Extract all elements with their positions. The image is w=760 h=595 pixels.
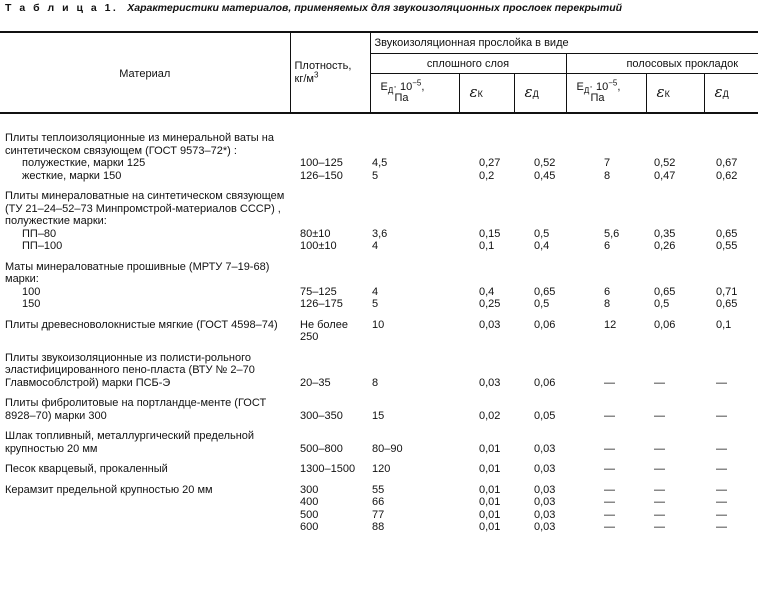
row-material: ПП–100 — [22, 240, 63, 252]
table-row — [0, 228, 758, 241]
cell-strip-0: — — [604, 442, 615, 455]
ed-unit: Па — [394, 92, 409, 104]
cell-strip-0: — — [604, 521, 615, 533]
cell-strip-2: 0,1 — [716, 318, 732, 331]
row-density: 400 — [300, 496, 319, 508]
gap-cell — [0, 344, 758, 352]
epsilon-subscript: К — [664, 88, 670, 99]
cell-solid-2: 0,45 — [534, 169, 556, 182]
cell-strip-2: — — [716, 409, 727, 422]
table-row — [0, 463, 758, 476]
cell-strip-1: — — [654, 508, 665, 521]
cell-solid-0: 15 — [372, 409, 385, 422]
cell-strip-2: 0,65 — [716, 227, 738, 240]
header-group: Звукоизоляционная прослойка в виде — [370, 32, 758, 54]
cell-strip-0: 6 — [604, 240, 611, 252]
row-gap — [0, 253, 758, 261]
epsilon-subscript: Д — [532, 88, 539, 99]
empty-cell — [646, 261, 704, 286]
table-row — [0, 509, 758, 522]
header-solid-ek — [459, 74, 514, 114]
row-density: 126–150 — [300, 169, 343, 182]
cell-solid-0: 77 — [372, 508, 385, 521]
cell-strip-1: — — [654, 409, 665, 422]
empty-cell — [514, 261, 566, 286]
cell-strip-1: — — [654, 463, 665, 475]
epsilon-subscript: Д — [722, 88, 729, 99]
group-title: Плиты теплоизоляционные из минеральной ваты на синтетическом связующем (ГОСТ 9573–72*) : — [5, 132, 274, 157]
row-material: 100 — [22, 285, 41, 298]
empty-cell — [514, 132, 566, 157]
group-title: Плиты минераловатные на синтетическом связующем (ТУ 21–24–52–73 Минпромстрой-материалов СССР) , полужесткие марки: — [5, 190, 285, 227]
cell-solid-0: 66 — [372, 496, 385, 508]
cell-strip-2: 0,62 — [716, 169, 738, 182]
cell-strip-2: — — [716, 376, 727, 389]
ed-letter: E — [576, 81, 584, 93]
cell-solid-2: 0,03 — [534, 463, 556, 475]
cell-strip-1: — — [654, 496, 665, 508]
cell-solid-0: 3,6 — [372, 227, 388, 240]
cell-solid-1: 0,01 — [479, 442, 501, 455]
empty-cell — [370, 190, 459, 228]
cell-strip-0: — — [604, 496, 615, 508]
cell-solid-1: 0,15 — [479, 227, 501, 240]
empty-cell — [646, 132, 704, 157]
table-row — [0, 240, 758, 253]
cell-strip-2: 0,55 — [716, 240, 738, 252]
gap-cell — [0, 182, 758, 190]
row-gap — [0, 389, 758, 397]
cell-strip-0: — — [604, 376, 615, 389]
ed-symbol — [576, 78, 621, 104]
table-row — [0, 319, 758, 344]
empty-cell — [370, 261, 459, 286]
row-gap — [0, 455, 758, 463]
empty-cell — [0, 521, 290, 534]
cell-strip-1: 0,65 — [654, 285, 676, 298]
cell-solid-0: 4 — [372, 240, 379, 252]
cell-strip-0: — — [604, 409, 615, 422]
row-density: 100±10 — [300, 240, 337, 252]
ed-subscript: Д — [583, 86, 590, 96]
empty-cell — [459, 132, 514, 157]
cell-strip-0: 8 — [604, 298, 611, 310]
cell-strip-1: 0,26 — [654, 240, 676, 252]
empty-cell — [459, 261, 514, 286]
materials-table — [0, 31, 758, 534]
table-row — [0, 170, 758, 183]
cell-solid-2: 0,03 — [534, 508, 556, 521]
cell-solid-2: 0,03 — [534, 442, 556, 455]
table-row — [0, 157, 758, 170]
cell-strip-2: — — [716, 496, 727, 508]
cell-solid-1: 0,1 — [479, 240, 495, 252]
row-density: 20–35 — [300, 376, 331, 389]
row-density: 126–175 — [300, 298, 343, 310]
gap-cell — [0, 311, 758, 319]
cell-strip-2: — — [716, 521, 727, 533]
cell-solid-0: 80–90 — [372, 442, 403, 455]
header-solid-layer: сплошного слоя — [370, 54, 566, 74]
cell-solid-0: 8 — [372, 376, 379, 389]
cell-solid-2: 0,05 — [534, 409, 556, 422]
cell-strip-1: 0,47 — [654, 169, 676, 182]
row-gap — [0, 344, 758, 352]
header-solid-ed — [370, 74, 459, 114]
group-title: Песок кварцевый, прокаленный — [5, 463, 168, 475]
cell-solid-1: 0,02 — [479, 409, 501, 422]
cell-solid-2: 0,5 — [534, 227, 550, 240]
table-row — [0, 298, 758, 311]
cell-solid-0: 4 — [372, 285, 379, 298]
cell-solid-2: 0,4 — [534, 240, 550, 252]
ed-unit: Па — [590, 92, 605, 104]
ed-exponent: −5 — [412, 78, 422, 88]
cell-strip-0: — — [604, 483, 615, 496]
table-caption: Характеристики материалов, применяемых для звукоизоляционных прослоек перекрытий — [127, 2, 623, 14]
ed-exponent: −5 — [608, 78, 618, 88]
header-strip-ek — [646, 74, 704, 114]
empty-cell — [290, 190, 370, 228]
cell-solid-1: 0,27 — [479, 157, 501, 169]
ed-multiplier: · 10 — [393, 81, 413, 93]
table-row — [0, 286, 758, 299]
header-density-unit: кг/м — [294, 72, 314, 85]
header-strip-eps-d — [704, 74, 758, 114]
row-gap — [0, 182, 758, 190]
cell-solid-2: 0,5 — [534, 298, 550, 310]
cell-solid-1: 0,01 — [479, 463, 501, 475]
ed-subscript: Д — [387, 86, 394, 96]
cell-solid-2: 0,03 — [534, 483, 556, 496]
cell-strip-0: — — [604, 508, 615, 521]
table-row — [0, 397, 758, 422]
row-density: 1300–1500 — [300, 463, 356, 475]
cell-solid-1: 0,01 — [479, 483, 501, 496]
header-solid-eps-d — [514, 74, 566, 114]
gap-cell — [0, 113, 758, 132]
header-density-label: Плотность, — [294, 59, 352, 72]
cell-solid-1: 0,4 — [479, 285, 495, 298]
empty-cell — [566, 190, 646, 228]
cell-solid-1: 0,2 — [479, 169, 495, 182]
cell-solid-1: 0,01 — [479, 521, 501, 533]
header-material: Материал — [0, 32, 290, 113]
empty-cell — [704, 261, 758, 286]
row-density: 300–350 — [300, 409, 343, 422]
cell-strip-2: 0,71 — [716, 285, 738, 298]
epsilon-symbol: ε — [524, 82, 533, 101]
cell-strip-2: 0,65 — [716, 298, 738, 310]
row-density: 75–125 — [300, 285, 337, 298]
gap-cell — [0, 476, 758, 484]
epsilon-symbol: ε — [714, 82, 723, 101]
density-line-1: Не более — [300, 318, 348, 331]
row-gap — [0, 113, 758, 132]
cell-solid-0: 4,5 — [372, 157, 388, 169]
empty-cell — [514, 190, 566, 228]
cell-strip-0: — — [604, 463, 615, 475]
group-title-row — [0, 190, 758, 228]
row-material: полужесткие, марки 125 — [22, 157, 146, 169]
ed-numerator: $E_Д\cdot 10^{-5}$, — [576, 78, 621, 96]
empty-cell — [0, 496, 290, 509]
cell-strip-2: — — [716, 442, 727, 455]
cell-strip-0: 7 — [604, 157, 611, 169]
header-strip-ed — [566, 74, 646, 114]
row-density: 80±10 — [300, 227, 331, 240]
row-material: жесткие, марки 150 — [22, 169, 122, 182]
group-title: Шлак топливный, металлургический предельной крупностью 20 мм — [5, 430, 255, 455]
cell-strip-0: 6 — [604, 285, 611, 298]
table-number: Т а б л и ц а 1. — [5, 2, 119, 14]
cell-solid-1: 0,01 — [479, 508, 501, 521]
cell-solid-0: 5 — [372, 298, 379, 310]
cell-strip-1: — — [654, 483, 665, 496]
group-title: Плиты фибролитовые на портландце-менте (ГОСТ 8928–70) марки 300 — [5, 397, 267, 422]
ed-letter: E — [380, 81, 388, 93]
empty-cell — [704, 132, 758, 157]
empty-cell — [290, 132, 370, 157]
density-line-2: 250 — [300, 331, 319, 343]
group-title-row — [0, 261, 758, 286]
empty-cell — [704, 190, 758, 228]
row-density: 100–125 — [300, 157, 343, 169]
epsilon-symbol: ε — [469, 82, 478, 101]
epsilon-subscript: К — [477, 88, 483, 99]
gap-cell — [0, 455, 758, 463]
empty-cell — [370, 132, 459, 157]
empty-cell — [566, 132, 646, 157]
cell-strip-2: — — [716, 463, 727, 475]
cell-solid-2: 0,52 — [534, 157, 556, 169]
row-material: 150 — [22, 298, 41, 310]
gap-cell — [0, 253, 758, 261]
gap-cell — [0, 422, 758, 430]
cell-solid-0: 120 — [372, 463, 391, 475]
row-density: 500–800 — [300, 442, 343, 455]
table-row — [0, 484, 758, 497]
row-density: 300 — [300, 483, 319, 496]
cell-solid-0: 55 — [372, 483, 385, 496]
cell-strip-1: 0,52 — [654, 157, 676, 169]
cell-strip-2: 0,67 — [716, 157, 738, 169]
row-gap — [0, 422, 758, 430]
cell-solid-2: 0,03 — [534, 496, 556, 508]
epsilon-symbol: ε — [656, 82, 665, 101]
cell-solid-0: 88 — [372, 521, 385, 533]
row-gap — [0, 311, 758, 319]
group-title: Керамзит предельной крупностью 20 мм — [5, 483, 213, 496]
header-density — [290, 32, 370, 113]
group-title: Плиты древесноволокнистые мягкие (ГОСТ 4598–74) — [5, 318, 278, 331]
group-title: Маты минераловатные прошивные (МРТУ 7–19-68) марки: — [5, 260, 270, 285]
empty-cell — [0, 509, 290, 522]
cell-strip-2: — — [716, 508, 727, 521]
cell-solid-1: 0,25 — [479, 298, 501, 310]
cell-strip-0: 5,6 — [604, 227, 620, 240]
cell-strip-0: 8 — [604, 169, 611, 182]
cell-solid-1: 0,03 — [479, 376, 501, 389]
empty-cell — [566, 261, 646, 286]
row-material: ПП–80 — [22, 227, 57, 240]
cell-solid-2: 0,03 — [534, 521, 556, 533]
empty-cell — [459, 190, 514, 228]
cell-strip-1: — — [654, 376, 665, 389]
row-density — [290, 319, 370, 344]
table-title — [5, 2, 760, 14]
cell-solid-0: 5 — [372, 169, 379, 182]
cell-strip-2: — — [716, 483, 727, 496]
cell-solid-1: 0,01 — [479, 496, 501, 508]
cell-solid-2: 0,06 — [534, 376, 556, 389]
group-title-row — [0, 132, 758, 157]
header-density-unit-exp: 3 — [313, 69, 319, 79]
cell-strip-1: — — [654, 442, 665, 455]
row-density: 500 — [300, 508, 319, 521]
header-strip-layer: полосовых прокладок — [566, 54, 758, 74]
row-gap — [0, 476, 758, 484]
cell-strip-1: 0,06 — [654, 318, 676, 331]
gap-cell — [0, 389, 758, 397]
cell-solid-2: 0,65 — [534, 285, 556, 298]
cell-solid-1: 0,03 — [479, 318, 501, 331]
empty-cell — [646, 190, 704, 228]
cell-strip-1: — — [654, 521, 665, 533]
cell-strip-1: 0,5 — [654, 298, 670, 310]
cell-strip-0: 12 — [604, 318, 617, 331]
table-row — [0, 496, 758, 509]
table-row — [0, 352, 758, 390]
ed-numerator: $E_Д\cdot 10^{-5}$, — [380, 78, 425, 96]
cell-strip-1: 0,35 — [654, 227, 676, 240]
cell-solid-0: 10 — [372, 318, 385, 331]
empty-cell — [290, 261, 370, 286]
ed-symbol — [380, 78, 425, 104]
table-row — [0, 430, 758, 455]
ed-multiplier: · 10 — [589, 81, 609, 93]
table-row — [0, 521, 758, 534]
cell-solid-2: 0,06 — [534, 318, 556, 331]
group-title: Плиты звукоизоляционные из полисти-рольного эластифицированного пено-пласта (ВТУ № 2–70 Главмособлстрой) марки ПСБ-Э — [5, 351, 255, 389]
row-density: 600 — [300, 521, 319, 533]
